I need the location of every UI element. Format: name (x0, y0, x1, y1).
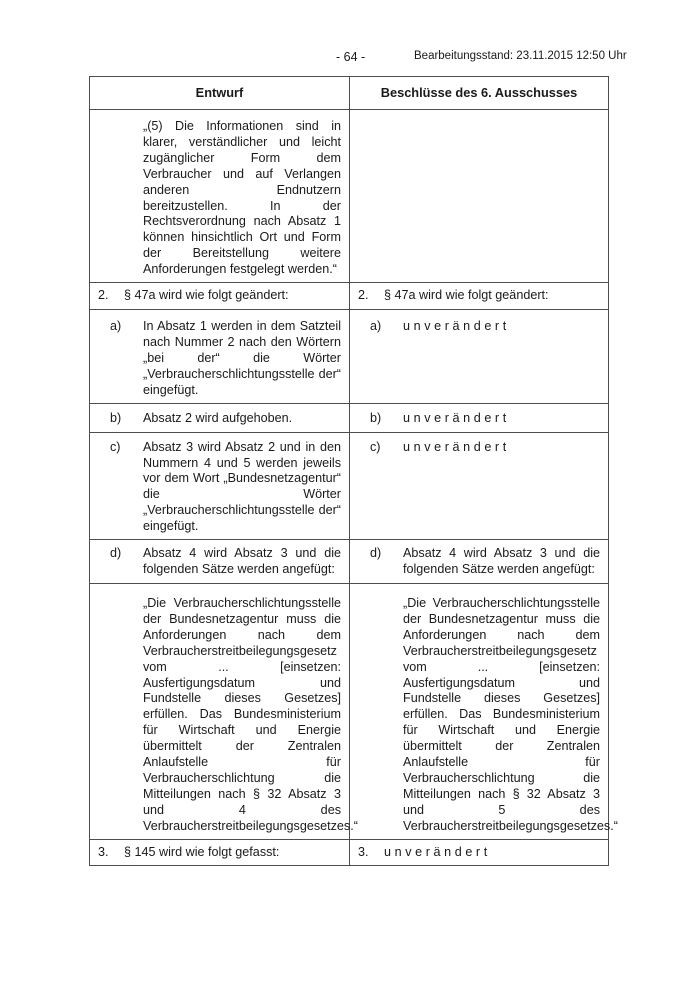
left-cell (90, 310, 350, 404)
left-cell (90, 403, 350, 432)
sub-item-letter: d) (370, 546, 382, 561)
sub-item-letter: c) (110, 439, 121, 454)
right-cell (350, 310, 609, 404)
right-paragraph-empty (350, 110, 608, 119)
item-number: 3. (98, 844, 109, 859)
left-cell (90, 110, 350, 283)
sub-item-text: In Absatz 1 werden in dem Satzteil nach Nummer 2 nach den Wörtern „bei der“ die Wörter „Verbraucherschlichtungsstelle der“ eingefügt. (143, 319, 341, 397)
left-cell (90, 584, 358, 840)
table-row (90, 310, 609, 404)
edit-status: Bearbeitungsstand: 23.11.2015 12:50 Uhr (414, 50, 627, 62)
item-text: unverändert (384, 844, 491, 859)
table-row (90, 110, 609, 283)
right-cell (350, 584, 618, 840)
column-header-entwurf: Entwurf (90, 77, 350, 110)
sub-item-letter: b) (110, 410, 122, 425)
item-number: 3. (358, 844, 369, 859)
left-cell (90, 839, 350, 865)
right-cell (350, 110, 609, 283)
sub-item-text: unverändert (403, 439, 510, 454)
sub-item-letter: d) (110, 546, 122, 561)
sub-item-text: Absatz 3 wird Absatz 2 und in den Nummern 4 und 5 werden jeweils vor dem Wort „Bundesnetzagentur“ die Wörter „Verbraucherschlichtungsstelle der“ eingefügt. (143, 439, 341, 534)
inserted-sentences-right: „Die Verbraucherschlichtungsstelle der Bundesnetzagentur muss die Anforderungen nach dem Verbraucherstreitbeilegungsgesetz vom ... [einsetzen: Ausfertigungsdatum und Fundstelle dieses Gesetzes] erfüllen. Das Bundesministerium für Wirtschaft und Energie übermittelt der Zentralen Anlaufstelle für Verbraucherschlichtung die Mitteilungen nach § 32 Absatz 3 und 5 des Verbraucherstreitbeilegungsgesetzes.“ (403, 596, 618, 833)
left-cell (90, 283, 350, 310)
sub-item-text: unverändert (403, 410, 510, 425)
sub-item-text: unverändert (403, 319, 510, 334)
table-row (90, 432, 609, 539)
item-text: § 47a wird wie folgt geändert: (384, 288, 549, 303)
inserted-sentences-left: „Die Verbraucherschlichtungsstelle der Bundesnetzagentur muss die Anforderungen nach dem Verbraucherstreitbeilegungsgesetz vom ... [einsetzen: Ausfertigungsdatum und Fundstelle dieses Gesetzes] erfüllen. Das Bundesministerium für Wirtschaft und Energie übermittelt der Zentralen Anlaufstelle für Verbraucherschlichtung die Mitteilungen nach § 32 Absatz 3 und 4 des Verbraucherstreitbeilegungsgesetzes.“ (143, 596, 358, 833)
item-text: § 47a wird wie folgt geändert: (124, 288, 289, 303)
table-header-row (90, 77, 609, 110)
column-header-beschluesse: Beschlüsse des 6. Ausschusses (350, 77, 609, 110)
sub-item-text: Absatz 4 wird Absatz 3 und die folgenden Sätze werden angefügt: (143, 546, 341, 576)
left-paragraph: „(5) Die Informationen sind in klarer, verständlicher und leicht zugänglicher Form dem Verbraucher und auf Verlangen anderen Endnutzern bereitzustellen. In der Rechtsverordnung nach Absatz 1 können hinsichtlich Ort und Form der Bereitstellung weitere Anforderungen festgelegt werden.“ (143, 119, 341, 277)
left-cell (90, 540, 350, 584)
sub-item-text: Absatz 2 wird aufgehoben. (143, 410, 293, 425)
right-cell (350, 432, 609, 539)
sub-item-letter: b) (370, 410, 382, 425)
sub-item-text: Absatz 4 wird Absatz 3 und die folgenden Sätze werden angefügt: (403, 546, 600, 576)
right-cell (350, 283, 609, 310)
right-cell (350, 403, 609, 432)
page-number: - 64 - (336, 50, 366, 64)
table-row (90, 540, 609, 584)
page-header (0, 50, 700, 68)
sub-item-letter: c) (370, 439, 381, 454)
item-number: 2. (98, 288, 109, 303)
right-cell (350, 540, 609, 584)
item-number: 2. (358, 288, 369, 303)
table-row (90, 584, 609, 840)
right-cell (350, 839, 609, 865)
comparison-table (89, 76, 618, 866)
sub-item-letter: a) (110, 319, 122, 334)
sub-item-letter: a) (370, 319, 382, 334)
table-row (90, 839, 609, 865)
table-row (90, 283, 609, 310)
left-cell (90, 432, 350, 539)
item-text: § 145 wird wie folgt gefasst: (124, 844, 280, 859)
table-row (90, 403, 609, 432)
